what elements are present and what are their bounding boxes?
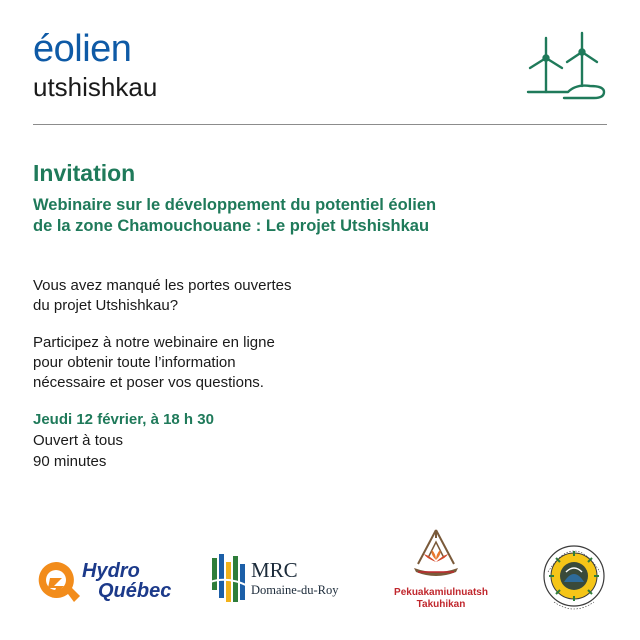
invitation-subtitle: [33, 195, 553, 237]
paragraph: [33, 333, 393, 393]
paragraph-line1: Participez à notre webinaire en ligne: [33, 334, 275, 351]
open-to-all: Ouvert à tous: [33, 432, 124, 449]
wind-turbines-icon: [524, 30, 608, 100]
paragraph-line2: pour obtenir toute l’information: [33, 354, 236, 371]
pekuakamiulnuatsh-line1: Pekuakamiulnuatsh: [394, 587, 488, 598]
hydro-quebec-line2: Québec: [98, 580, 172, 602]
invitation-subtitle-line2: de la zone Chamouchouane : Le projet Utshishkau: [33, 217, 430, 235]
invitation-subtitle-line1: Webinaire sur le développement du potentiel éolien: [33, 196, 437, 214]
conseil-des-atikamekw-seal-icon: [540, 536, 608, 614]
paragraph-line3: nécessaire et poser vos questions.: [33, 374, 264, 391]
mrc-logo-line1: MRC: [251, 558, 298, 582]
pekuakamiulnuatsh-line2: Takuhikan: [416, 599, 466, 610]
question-text: [33, 276, 393, 316]
question-line1: Vous avez manqué les portes ouvertes: [33, 277, 292, 294]
duration: 90 minutes: [33, 453, 107, 470]
question-line2: du projet Utshishkau?: [33, 297, 179, 314]
hydro-quebec-logo-text: [82, 561, 171, 601]
invitation-heading: Invitation: [33, 160, 136, 186]
divider: [33, 124, 607, 125]
brand-subtitle: utshishkau: [33, 72, 158, 102]
pekuakamiulnuatsh-emblem-icon: [406, 528, 466, 584]
pekuakamiulnuatsh-logo-text: [390, 587, 492, 611]
brand-title: éolien: [33, 28, 132, 70]
mrc-logo-line2: Domaine-du-Roy: [251, 583, 339, 597]
event-date: Jeudi 12 février, à 18 h 30: [33, 411, 214, 428]
hydro-quebec-line1: Hydro: [82, 560, 140, 582]
